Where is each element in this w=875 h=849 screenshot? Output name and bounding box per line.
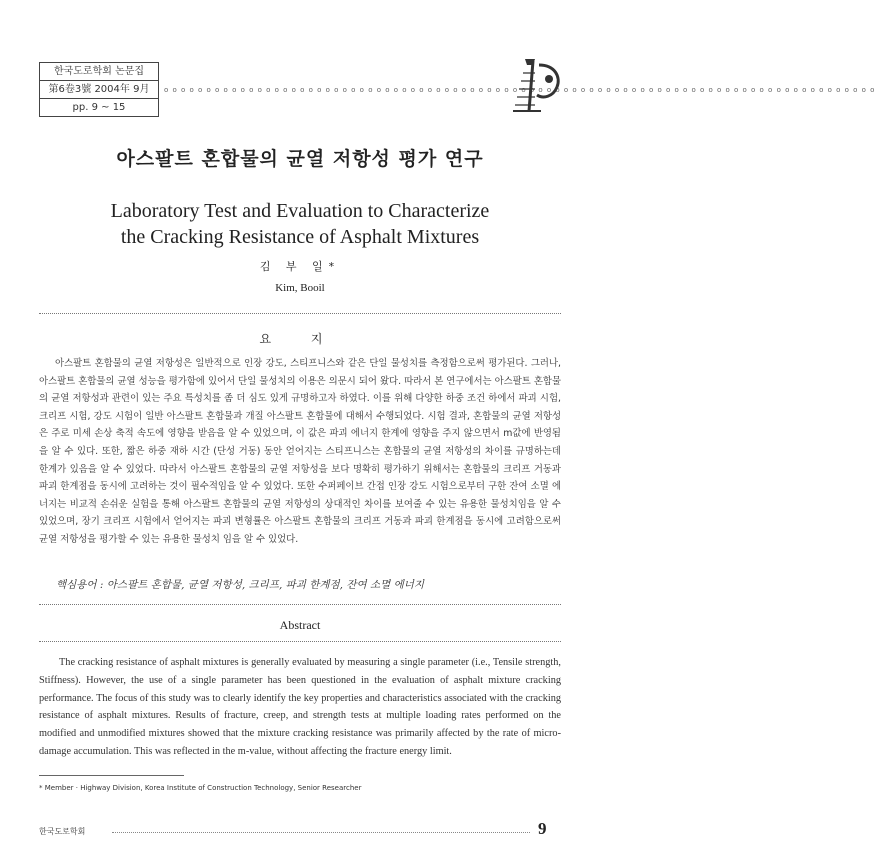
divider-mid-2 — [39, 641, 561, 642]
journal-name: 한국도로학회 논문집 — [53, 66, 145, 77]
author-footnote: * Member · Highway Division, Korea Institute of Construction Technology, Senior Researcher — [39, 784, 362, 792]
abstract-korean-heading: 요 지 — [259, 332, 341, 346]
author-english: Kim, Booil — [275, 282, 325, 294]
title-en-line-2: the Cracking Resistance of Asphalt Mixtures — [120, 226, 480, 248]
society-logo-icon — [505, 55, 563, 115]
journal-pages: pp. 9 ~ 15 — [40, 98, 158, 116]
footer-society: 한국도로학회 — [39, 827, 86, 836]
paper-title-korean: 아스팔트 혼합물의 균열 저항성 평가 연구 — [116, 148, 484, 170]
abstract-korean-body: 아스팔트 혼합물의 균열 저항성은 일반적으로 인장 강도, 스티프니스와 같은 단일 물성치를 측정함으로써 평가된다. 그러나, 아스팔트 혼합물의 균열 성능을 평가함에 있어서 단일 물성치의 이용은 의문시 되어 왔다. 따라서 본 연구에서는 아스팔트 혼합물의 균열 저항성과 관련이 있는 주요 특성치를 좀 더 심도 있게 규명하고자 하였다. 이를 위해 다양한 하중 조건 하에서 파괴 시험, 크리프 시험, 강도 시험이 일반 아스팔트 혼합물과 개질 아스팔트 혼합물에 대해서 수행되었다. 시험 결과, 혼합물의 균열 저항성은 주로 미세 손상 축적 속도에 영향을 받음을 알 수 있었으며, 이 값은 파괴 에너지 한계에 영향을 주지 않으면서 m값에 반영됨을 알 수 있다. 또한, 짧은 하중 재하 시간 (단성 거동) 동안 얻어지는 스티프니스는 혼합물의 균열 저항성의 차이를 규명하는데 한계가 있음을 알 수 있었다. 따라서 아스팔트 혼합물의 균열 저항성을 보다 명확히 평가하기 위해서는 혼합물의 크리프 거동과 파괴 한계점을 동시에 고려하는 것이 필수적임을 알 수 있었다. 또한 수퍼페이브 간접 인장 강도 시험으로부터 구한 잔여 소멸 에너지는 비교적 손쉬운 실험을 통해 아스팔트 혼합물의 균열 저항성의 상대적인 차이를 보여줄 수 있는 유용한 물성치임을 알 수 있었으며, 장기 크리프 시험에서 얻어지는 파괴 변형률은 아스팔트 혼합물의 크리프 거동과 파괴 한계점을 동시에 고려함으로써 균열 저항성을 평가할 수 있는 유용한 물성치 임을 알 수 있었다. — [39, 358, 561, 545]
header-dotted-rule: o o o o o o o o o o o o o o o o o o o o o o o o o o o o o o o o o o o o o o o o o o o o o o o o o o o o o o o o o o o o o o o o o o o o o o o o o o o o o o o o o o o o — [164, 86, 875, 94]
footnote-rule — [39, 775, 184, 776]
journal-volume: 第6卷3號 2004年 9月 — [40, 80, 158, 98]
paper-title-english — [0, 198, 600, 250]
title-en-line-1: Laboratory Test and Evaluation to Characterize — [110, 200, 490, 222]
author-korean: 김 부 일* — [259, 260, 341, 273]
abstract-english-body: The cracking resistance of asphalt mixtures is generally evaluated by measuring a single parameter (i.e., Tensile strength, Stiffness). However, the use of a single parameter has been questioned in the evaluation of asphalt mixture cracking performance. The focus of this study was to clearly identify the key properties and characteristics associated with the cracking resistance of asphalt mixtures. Results of fracture, creep, and strength tests at multiple loading rates performed on the modified and unmodified mixtures showed that the mixture cracking resistance was primarily affected by the rate of micro-damage accumulation. This was reflected in the m-value, without affecting the fracture energy limit. — [39, 657, 561, 757]
abstract-english-heading: Abstract — [279, 618, 321, 632]
keywords: 핵심용어 : 아스팔트 혼합물, 균열 저항성, 크리프, 파괴 한계점, 잔여 소멸 에너지 — [56, 579, 425, 591]
page-number: 9 — [538, 819, 547, 838]
journal-info-box — [39, 62, 159, 117]
divider-mid-1 — [39, 604, 561, 605]
divider-top — [39, 313, 561, 314]
footer-dotted-rule — [112, 832, 530, 833]
